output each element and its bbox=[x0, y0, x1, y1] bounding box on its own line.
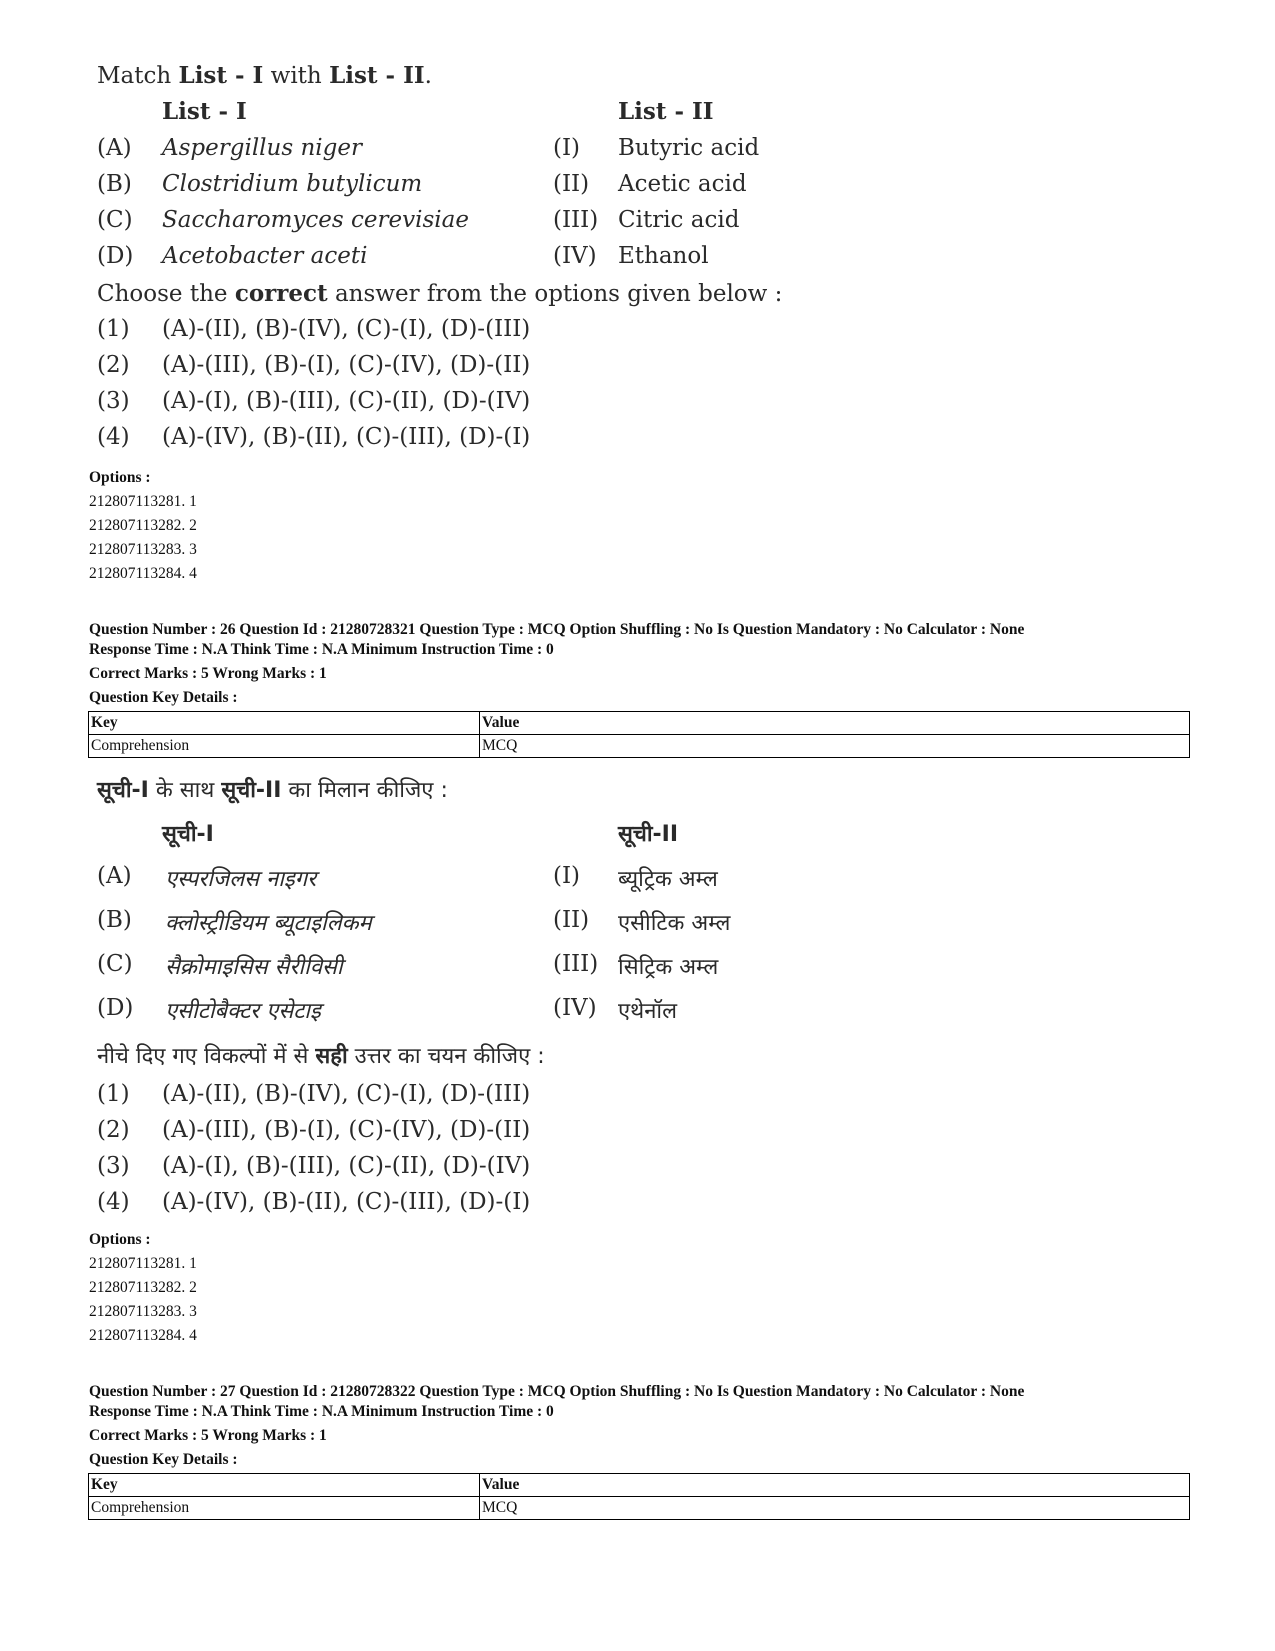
list1-item: Aspergillus niger bbox=[162, 135, 362, 161]
list2-number: (II) bbox=[553, 907, 590, 933]
list2-item: सिट्रिक अम्ल bbox=[618, 955, 719, 980]
text: with bbox=[263, 63, 330, 89]
row-label: (D) bbox=[97, 995, 134, 1021]
answer-text: (A)-(III), (B)-(I), (C)-(IV), (D)-(II) bbox=[162, 1117, 531, 1143]
row-label: (A) bbox=[97, 863, 132, 889]
list2-number: (II) bbox=[553, 171, 590, 197]
choose-instruction-hindi bbox=[97, 1040, 545, 1070]
text: के साथ bbox=[148, 778, 222, 803]
text: सही bbox=[315, 1044, 348, 1069]
option-item: 212807113281. 1 bbox=[89, 493, 197, 510]
option-item: 212807113284. 4 bbox=[89, 565, 197, 582]
question-26-meta-line1: Question Number : 26 Question Id : 21280728321 Question Type : MCQ Option Shuffling : No Is Question Mandatory : No Calculator : None bbox=[89, 621, 1025, 638]
options-label: Options : bbox=[89, 469, 151, 486]
text: List - I bbox=[162, 98, 247, 125]
option-item: 212807113283. 3 bbox=[89, 541, 197, 558]
list1-item: क्लोस्ट्रीडियम ब्यूटाइलिकम bbox=[165, 911, 372, 936]
text: List - II bbox=[618, 98, 714, 125]
list2-item: एसीटिक अम्ल bbox=[618, 911, 731, 936]
text: Choose the bbox=[97, 281, 235, 307]
table-header-value: Value bbox=[480, 712, 1190, 735]
question-27-meta-line2: Response Time : N.A Think Time : N.A Minimum Instruction Time : 0 bbox=[89, 1403, 554, 1420]
row-label: (C) bbox=[97, 951, 133, 977]
text: उत्तर का चयन कीजिए : bbox=[347, 1044, 545, 1069]
row-label: (A) bbox=[97, 135, 132, 161]
list2-number: (IV) bbox=[553, 995, 597, 1021]
text: List - I bbox=[178, 62, 264, 89]
list1-item: एसीटोबैक्टर एसेटाइ bbox=[165, 999, 321, 1024]
list1-item: सैक्रोमाइसिस सैरीविसी bbox=[165, 955, 343, 980]
list2-item: Citric acid bbox=[618, 207, 740, 233]
list1-item: Saccharomyces cerevisiae bbox=[162, 207, 469, 233]
list1-item: Clostridium butylicum bbox=[162, 171, 423, 197]
list2-item: Ethanol bbox=[618, 243, 709, 269]
answer-text: (A)-(IV), (B)-(II), (C)-(III), (D)-(I) bbox=[162, 424, 531, 450]
answer-number: (3) bbox=[97, 1153, 130, 1179]
question-26-meta-line2: Response Time : N.A Think Time : N.A Minimum Instruction Time : 0 bbox=[89, 641, 554, 658]
option-item: 212807113282. 2 bbox=[89, 1279, 197, 1296]
list2-number: (IV) bbox=[553, 243, 597, 269]
list2-item: Butyric acid bbox=[618, 135, 760, 161]
list1-item: Acetobacter aceti bbox=[162, 243, 368, 269]
answer-number: (1) bbox=[97, 316, 130, 342]
table-header-key: Key bbox=[89, 712, 480, 735]
row-label: (B) bbox=[97, 171, 132, 197]
table-cell-key: Comprehension bbox=[89, 1497, 480, 1520]
list2-item: ब्यूट्रिक अम्ल bbox=[618, 867, 718, 892]
answer-number: (4) bbox=[97, 1189, 130, 1215]
table-row bbox=[89, 1497, 1190, 1520]
text: correct bbox=[234, 280, 328, 307]
list2-item: एथेनॉल bbox=[618, 999, 678, 1024]
row-label: (C) bbox=[97, 207, 133, 233]
option-item: 212807113281. 1 bbox=[89, 1255, 197, 1272]
table-cell-value: MCQ bbox=[480, 735, 1190, 758]
answer-text: (A)-(I), (B)-(III), (C)-(II), (D)-(IV) bbox=[162, 1153, 531, 1179]
text: सूची-II bbox=[618, 822, 679, 847]
list2-heading bbox=[618, 818, 678, 848]
text: Match bbox=[97, 63, 179, 89]
row-label: (D) bbox=[97, 243, 134, 269]
match-instruction-hindi bbox=[97, 774, 448, 804]
answer-text: (A)-(II), (B)-(IV), (C)-(I), (D)-(III) bbox=[162, 316, 531, 342]
answer-number: (4) bbox=[97, 424, 130, 450]
table-cell-key: Comprehension bbox=[89, 735, 480, 758]
answer-text: (A)-(IV), (B)-(II), (C)-(III), (D)-(I) bbox=[162, 1189, 531, 1215]
option-item: 212807113284. 4 bbox=[89, 1327, 197, 1344]
table-header-value: Value bbox=[480, 1474, 1190, 1497]
question-27-meta-line1: Question Number : 27 Question Id : 21280728322 Question Type : MCQ Option Shuffling : No Is Question Mandatory : No Calculator : None bbox=[89, 1383, 1025, 1400]
text: answer from the options given below : bbox=[327, 281, 783, 307]
option-item: 212807113282. 2 bbox=[89, 517, 197, 534]
question-27-key-details-label: Question Key Details : bbox=[89, 1451, 238, 1468]
text: नीचे दिए गए विकल्पों में से bbox=[97, 1044, 316, 1069]
option-item: 212807113283. 3 bbox=[89, 1303, 197, 1320]
text: सूची-II bbox=[221, 778, 282, 803]
table-header-row bbox=[89, 712, 1190, 735]
list1-heading bbox=[162, 98, 247, 125]
answer-text: (A)-(II), (B)-(IV), (C)-(I), (D)-(III) bbox=[162, 1081, 531, 1107]
list2-number: (III) bbox=[553, 951, 599, 977]
row-label: (B) bbox=[97, 907, 132, 933]
answer-text: (A)-(I), (B)-(III), (C)-(II), (D)-(IV) bbox=[162, 388, 531, 414]
list2-number: (I) bbox=[553, 135, 581, 161]
question-26-key-table bbox=[88, 711, 1190, 758]
list2-number: (III) bbox=[553, 207, 599, 233]
table-cell-value: MCQ bbox=[480, 1497, 1190, 1520]
text: सूची-I bbox=[162, 822, 214, 847]
answer-number: (2) bbox=[97, 1117, 130, 1143]
answer-number: (2) bbox=[97, 352, 130, 378]
list2-heading bbox=[618, 98, 714, 125]
table-header-key: Key bbox=[89, 1474, 480, 1497]
text: का मिलान कीजिए : bbox=[281, 778, 448, 803]
answer-text: (A)-(III), (B)-(I), (C)-(IV), (D)-(II) bbox=[162, 352, 531, 378]
text: . bbox=[424, 63, 432, 89]
list1-heading bbox=[162, 818, 214, 848]
text: सूची-I bbox=[97, 778, 149, 803]
match-instruction bbox=[97, 62, 432, 89]
table-header-row bbox=[89, 1474, 1190, 1497]
options-label: Options : bbox=[89, 1231, 151, 1248]
table-row bbox=[89, 735, 1190, 758]
list2-item: Acetic acid bbox=[618, 171, 747, 197]
question-26-key-details-label: Question Key Details : bbox=[89, 689, 238, 706]
choose-instruction bbox=[97, 280, 782, 307]
list2-number: (I) bbox=[553, 863, 581, 889]
question-26-marks: Correct Marks : 5 Wrong Marks : 1 bbox=[89, 665, 327, 682]
list1-item: एस्परजिलस नाइगर bbox=[165, 867, 317, 892]
answer-number: (3) bbox=[97, 388, 130, 414]
text: List - II bbox=[329, 62, 425, 89]
question-27-key-table bbox=[88, 1473, 1190, 1520]
question-27-marks: Correct Marks : 5 Wrong Marks : 1 bbox=[89, 1427, 327, 1444]
answer-number: (1) bbox=[97, 1081, 130, 1107]
